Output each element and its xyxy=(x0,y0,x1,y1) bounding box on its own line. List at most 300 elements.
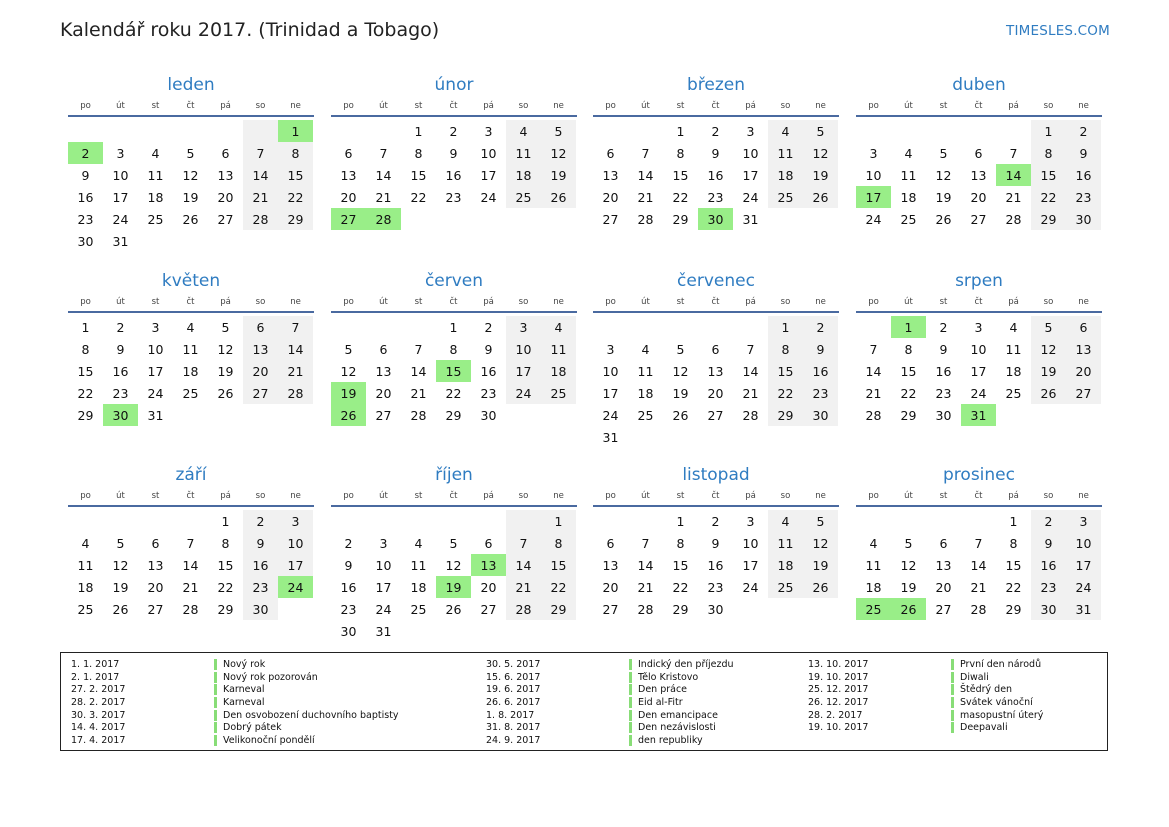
legend-color-marker xyxy=(629,710,632,721)
day-cell: 27 xyxy=(480,601,497,617)
day-cell: 28 xyxy=(410,407,427,423)
legend-date: 13. 10. 2017 xyxy=(808,658,869,670)
day-cell: 28 xyxy=(278,382,313,404)
legend-date: 30. 3. 2017 xyxy=(71,709,126,721)
day-cell: 4 xyxy=(81,535,90,551)
empty-day-cell xyxy=(471,620,506,642)
day-cell: 21 xyxy=(243,186,278,208)
empty-day-cell xyxy=(961,120,996,142)
legend-holiday-name: Deepavali xyxy=(960,722,1008,734)
day-cell: 26 xyxy=(935,211,952,227)
day-cell: 25 xyxy=(637,407,654,423)
legend-color-marker xyxy=(951,710,954,721)
day-cell: 1 xyxy=(81,319,90,335)
day-cell: 5 xyxy=(803,510,838,532)
day-cell: 5 xyxy=(186,145,195,161)
holiday-day-cell: 30 xyxy=(698,208,733,230)
empty-day-cell xyxy=(506,510,541,532)
day-cell: 14 xyxy=(410,363,427,379)
empty-day-cell xyxy=(541,208,576,230)
day-cell: 17 xyxy=(147,363,164,379)
legend-date: 30. 5. 2017 xyxy=(486,658,541,670)
empty-day-cell xyxy=(628,510,663,532)
day-cell: 5 xyxy=(116,535,125,551)
empty-day-cell xyxy=(996,404,1031,426)
empty-day-cell xyxy=(663,316,698,338)
empty-day-cell xyxy=(733,316,768,338)
day-cell: 9 xyxy=(484,341,493,357)
day-cell: 16 xyxy=(112,363,129,379)
weekday-label: st xyxy=(414,491,423,501)
month-březen xyxy=(593,73,839,230)
day-cell: 27 xyxy=(602,601,619,617)
day-cell: 9 xyxy=(243,532,278,554)
day-cell: 2 xyxy=(803,316,838,338)
legend-holiday-name: Nový rok pozorován xyxy=(223,671,318,683)
days-grid xyxy=(331,316,577,426)
weekday-label: pá xyxy=(1008,491,1019,501)
empty-day-cell xyxy=(471,208,506,230)
empty-day-cell xyxy=(278,404,313,426)
weekday-label: út xyxy=(116,491,125,501)
day-cell: 3 xyxy=(974,319,983,335)
day-cell: 23 xyxy=(340,601,357,617)
weekday-label: ne xyxy=(290,101,301,111)
day-cell: 16 xyxy=(1031,554,1066,576)
legend-item xyxy=(486,683,734,696)
weekday-label: ne xyxy=(553,491,564,501)
legend-date: 19. 6. 2017 xyxy=(486,684,541,696)
day-cell: 18 xyxy=(768,554,803,576)
legend-color-marker xyxy=(214,697,217,708)
weekday-label: čt xyxy=(186,491,195,501)
weekday-label: so xyxy=(518,101,529,111)
day-cell: 19 xyxy=(182,189,199,205)
day-cell: 16 xyxy=(77,189,94,205)
day-cell: 15 xyxy=(768,360,803,382)
legend-color-marker xyxy=(629,659,632,670)
holiday-day-cell: 24 xyxy=(278,576,313,598)
legend-date: 15. 6. 2017 xyxy=(486,671,541,683)
day-cell: 17 xyxy=(112,189,129,205)
day-cell: 8 xyxy=(1031,142,1066,164)
day-cell: 8 xyxy=(414,145,423,161)
weekday-header xyxy=(68,97,314,117)
day-cell: 10 xyxy=(865,167,882,183)
day-cell: 2 xyxy=(1031,510,1066,532)
day-cell: 12 xyxy=(672,363,689,379)
day-cell: 5 xyxy=(221,319,230,335)
day-cell: 6 xyxy=(606,535,615,551)
empty-day-cell xyxy=(103,510,138,532)
day-cell: 15 xyxy=(278,164,313,186)
day-cell: 27 xyxy=(707,407,724,423)
empty-day-cell xyxy=(401,510,436,532)
empty-day-cell xyxy=(926,120,961,142)
empty-day-cell xyxy=(768,426,803,448)
weekday-label: čt xyxy=(711,297,720,307)
legend-holiday-name: Karneval xyxy=(223,696,265,708)
weekday-label: ne xyxy=(1078,297,1089,307)
empty-day-cell xyxy=(593,316,628,338)
weekday-label: čt xyxy=(186,101,195,111)
weekday-label: pá xyxy=(220,491,231,501)
day-cell: 7 xyxy=(869,341,878,357)
day-cell: 17 xyxy=(506,360,541,382)
weekday-label: po xyxy=(605,101,616,111)
day-cell: 21 xyxy=(637,189,654,205)
legend-item xyxy=(808,721,1043,734)
holiday-legend xyxy=(60,652,1108,751)
day-cell: 23 xyxy=(935,385,952,401)
legend-item xyxy=(808,696,1043,709)
empty-day-cell xyxy=(243,404,278,426)
day-cell: 17 xyxy=(375,579,392,595)
empty-day-cell xyxy=(698,316,733,338)
legend-item xyxy=(71,671,399,684)
empty-day-cell xyxy=(856,316,891,338)
day-cell: 22 xyxy=(672,189,689,205)
empty-day-cell xyxy=(506,208,541,230)
legend-date: 14. 4. 2017 xyxy=(71,722,126,734)
day-cell: 27 xyxy=(1066,382,1101,404)
holiday-day-cell: 25 xyxy=(856,598,891,620)
day-cell: 30 xyxy=(1066,208,1101,230)
day-cell: 8 xyxy=(449,341,458,357)
legend-date: 19. 10. 2017 xyxy=(808,671,869,683)
brand-link[interactable]: TIMESLES.COM xyxy=(1006,23,1110,39)
weekday-header xyxy=(856,97,1102,117)
legend-item xyxy=(486,721,734,734)
day-cell: 11 xyxy=(182,341,199,357)
day-cell: 16 xyxy=(803,360,838,382)
empty-day-cell xyxy=(366,120,401,142)
day-cell: 20 xyxy=(147,579,164,595)
legend-color-marker xyxy=(629,697,632,708)
holiday-day-cell: 27 xyxy=(331,208,366,230)
empty-day-cell xyxy=(628,426,663,448)
day-cell: 29 xyxy=(900,407,917,423)
day-cell: 8 xyxy=(81,341,90,357)
empty-day-cell xyxy=(961,510,996,532)
day-cell: 14 xyxy=(970,557,987,573)
day-cell: 20 xyxy=(935,579,952,595)
legend-date: 2. 1. 2017 xyxy=(71,671,120,683)
day-cell: 28 xyxy=(182,601,199,617)
legend-color-marker xyxy=(214,710,217,721)
legend-date: 26. 12. 2017 xyxy=(808,696,869,708)
month-name: březen xyxy=(686,75,746,95)
weekday-label: čt xyxy=(449,101,458,111)
day-cell: 21 xyxy=(410,385,427,401)
weekday-label: ne xyxy=(290,491,301,501)
weekday-label: po xyxy=(868,297,879,307)
day-cell: 22 xyxy=(541,576,576,598)
weekday-label: so xyxy=(1043,101,1054,111)
day-cell: 7 xyxy=(414,341,423,357)
day-cell: 2 xyxy=(1066,120,1101,142)
day-cell: 19 xyxy=(672,385,689,401)
empty-day-cell xyxy=(471,510,506,532)
weekday-label: čt xyxy=(974,101,983,111)
day-cell: 16 xyxy=(340,579,357,595)
day-cell: 6 xyxy=(1066,316,1101,338)
empty-day-cell xyxy=(593,510,628,532)
day-cell: 19 xyxy=(112,579,129,595)
legend-item xyxy=(71,696,399,709)
day-cell: 3 xyxy=(746,123,755,139)
day-cell: 27 xyxy=(970,211,987,227)
month-name: únor xyxy=(434,75,474,95)
day-cell: 24 xyxy=(602,407,619,423)
day-cell: 14 xyxy=(506,554,541,576)
day-cell: 16 xyxy=(480,363,497,379)
days-grid xyxy=(68,316,314,426)
empty-day-cell xyxy=(401,316,436,338)
weekday-label: čt xyxy=(449,297,458,307)
day-cell: 13 xyxy=(375,363,392,379)
day-cell: 9 xyxy=(116,341,125,357)
day-cell: 25 xyxy=(768,186,803,208)
day-cell: 19 xyxy=(900,579,917,595)
legend-item xyxy=(486,734,734,747)
day-cell: 10 xyxy=(112,167,129,183)
month-name: září xyxy=(175,465,207,485)
day-cell: 16 xyxy=(707,167,724,183)
day-cell: 2 xyxy=(116,319,125,335)
day-cell: 27 xyxy=(147,601,164,617)
day-cell: 12 xyxy=(217,341,234,357)
day-cell: 12 xyxy=(445,557,462,573)
day-cell: 22 xyxy=(445,385,462,401)
day-cell: 25 xyxy=(768,576,803,598)
day-cell: 2 xyxy=(243,510,278,532)
weekday-label: pá xyxy=(483,491,494,501)
day-cell: 10 xyxy=(480,145,497,161)
day-cell: 5 xyxy=(803,120,838,142)
day-cell: 15 xyxy=(672,557,689,573)
legend-date: 26. 6. 2017 xyxy=(486,696,541,708)
day-cell: 10 xyxy=(970,341,987,357)
day-cell: 23 xyxy=(112,385,129,401)
weekday-label: čt xyxy=(974,297,983,307)
empty-day-cell xyxy=(208,230,243,252)
weekday-label: ne xyxy=(815,101,826,111)
day-cell: 17 xyxy=(1066,554,1101,576)
day-cell: 20 xyxy=(602,579,619,595)
legend-holiday-name: Den emancipace xyxy=(638,709,718,721)
day-cell: 4 xyxy=(641,341,650,357)
day-cell: 10 xyxy=(375,557,392,573)
weekday-label: út xyxy=(641,101,650,111)
legend-holiday-name: Diwali xyxy=(960,671,989,683)
day-cell: 11 xyxy=(541,338,576,360)
day-cell: 13 xyxy=(602,167,619,183)
weekday-label: so xyxy=(255,491,266,501)
day-cell: 9 xyxy=(939,341,948,357)
legend-holiday-name: Eid al-Fitr xyxy=(638,696,683,708)
legend-color-marker xyxy=(951,697,954,708)
empty-day-cell xyxy=(331,510,366,532)
legend-color-marker xyxy=(951,659,954,670)
day-cell: 3 xyxy=(1066,510,1101,532)
day-cell: 31 xyxy=(1066,598,1101,620)
legend-date: 17. 4. 2017 xyxy=(71,734,126,746)
day-cell: 30 xyxy=(77,233,94,249)
day-cell: 14 xyxy=(742,363,759,379)
weekday-header xyxy=(331,293,577,313)
empty-day-cell xyxy=(593,120,628,142)
empty-day-cell xyxy=(68,120,103,142)
empty-day-cell xyxy=(926,510,961,532)
day-cell: 17 xyxy=(278,554,313,576)
day-cell: 4 xyxy=(186,319,195,335)
day-cell: 25 xyxy=(541,382,576,404)
day-cell: 18 xyxy=(1005,363,1022,379)
day-cell: 12 xyxy=(803,142,838,164)
day-cell: 17 xyxy=(970,363,987,379)
day-cell: 13 xyxy=(935,557,952,573)
day-cell: 21 xyxy=(182,579,199,595)
day-cell: 24 xyxy=(970,385,987,401)
legend-color-marker xyxy=(214,722,217,733)
day-cell: 9 xyxy=(1031,532,1066,554)
day-cell: 18 xyxy=(637,385,654,401)
day-cell: 18 xyxy=(541,360,576,382)
days-grid xyxy=(856,316,1102,426)
day-cell: 20 xyxy=(707,385,724,401)
day-cell: 29 xyxy=(445,407,462,423)
day-cell: 15 xyxy=(410,167,427,183)
day-cell: 24 xyxy=(742,189,759,205)
legend-column-3 xyxy=(808,658,1043,734)
day-cell: 12 xyxy=(1031,338,1066,360)
day-cell: 4 xyxy=(869,535,878,551)
day-cell: 8 xyxy=(278,142,313,164)
empty-day-cell xyxy=(173,404,208,426)
empty-day-cell xyxy=(803,598,838,620)
day-cell: 22 xyxy=(672,579,689,595)
month-name: listopad xyxy=(682,465,750,485)
legend-item xyxy=(71,721,399,734)
day-cell: 4 xyxy=(1009,319,1018,335)
day-cell: 22 xyxy=(1005,579,1022,595)
day-cell: 3 xyxy=(869,145,878,161)
month-únor xyxy=(331,73,577,230)
day-cell: 13 xyxy=(707,363,724,379)
legend-color-marker xyxy=(951,684,954,695)
empty-day-cell xyxy=(138,230,173,252)
day-cell: 7 xyxy=(974,535,983,551)
day-cell: 18 xyxy=(865,579,882,595)
day-cell: 4 xyxy=(414,535,423,551)
weekday-label: pá xyxy=(483,101,494,111)
day-cell: 7 xyxy=(506,532,541,554)
empty-day-cell xyxy=(103,120,138,142)
legend-holiday-name: Karneval xyxy=(223,684,265,696)
day-cell: 28 xyxy=(970,601,987,617)
month-name: červen xyxy=(424,271,484,291)
holiday-day-cell: 1 xyxy=(891,316,926,338)
legend-item xyxy=(808,658,1043,671)
weekday-label: čt xyxy=(711,491,720,501)
day-cell: 19 xyxy=(541,164,576,186)
day-cell: 16 xyxy=(935,363,952,379)
day-cell: 13 xyxy=(217,167,234,183)
month-září xyxy=(68,463,314,620)
month-name: červenec xyxy=(677,271,755,291)
legend-item xyxy=(808,709,1043,722)
weekday-label: út xyxy=(379,297,388,307)
day-cell: 1 xyxy=(541,510,576,532)
legend-item xyxy=(71,658,399,671)
day-cell: 16 xyxy=(707,557,724,573)
legend-color-marker xyxy=(214,735,217,746)
empty-day-cell xyxy=(768,598,803,620)
days-grid xyxy=(331,510,577,642)
day-cell: 20 xyxy=(375,385,392,401)
weekday-label: ne xyxy=(815,491,826,501)
day-cell: 10 xyxy=(602,363,619,379)
day-cell: 5 xyxy=(904,535,913,551)
days-grid xyxy=(593,316,839,448)
weekday-label: ne xyxy=(1078,491,1089,501)
day-cell: 3 xyxy=(151,319,160,335)
legend-holiday-name: Indický den příjezdu xyxy=(638,658,734,670)
day-cell: 23 xyxy=(803,382,838,404)
day-cell: 23 xyxy=(445,189,462,205)
day-cell: 31 xyxy=(147,407,164,423)
weekday-label: so xyxy=(1043,491,1054,501)
day-cell: 26 xyxy=(803,576,838,598)
weekday-label: ne xyxy=(553,297,564,307)
day-cell: 7 xyxy=(379,145,388,161)
day-cell: 17 xyxy=(480,167,497,183)
day-cell: 3 xyxy=(116,145,125,161)
day-cell: 14 xyxy=(278,338,313,360)
day-cell: 1 xyxy=(1031,120,1066,142)
legend-holiday-name: Velikonoční pondělí xyxy=(223,734,315,746)
day-cell: 10 xyxy=(278,532,313,554)
weekday-label: po xyxy=(80,101,91,111)
day-cell: 5 xyxy=(939,145,948,161)
day-cell: 24 xyxy=(147,385,164,401)
day-cell: 7 xyxy=(186,535,195,551)
holiday-day-cell: 26 xyxy=(891,598,926,620)
day-cell: 26 xyxy=(672,407,689,423)
day-cell: 24 xyxy=(1066,576,1101,598)
legend-color-marker xyxy=(951,722,954,733)
day-cell: 2 xyxy=(344,535,353,551)
day-cell: 17 xyxy=(602,385,619,401)
day-cell: 28 xyxy=(243,208,278,230)
holiday-day-cell: 26 xyxy=(331,404,366,426)
day-cell: 6 xyxy=(344,145,353,161)
month-prosinec xyxy=(856,463,1102,620)
day-cell: 11 xyxy=(77,557,94,573)
legend-item xyxy=(486,709,734,722)
day-cell: 13 xyxy=(1066,338,1101,360)
weekday-label: út xyxy=(379,491,388,501)
legend-holiday-name: Svátek vánoční xyxy=(960,696,1033,708)
empty-day-cell xyxy=(331,316,366,338)
day-cell: 13 xyxy=(970,167,987,183)
day-cell: 12 xyxy=(340,363,357,379)
weekday-label: po xyxy=(343,101,354,111)
day-cell: 24 xyxy=(112,211,129,227)
day-cell: 23 xyxy=(707,189,724,205)
holiday-day-cell: 31 xyxy=(961,404,996,426)
